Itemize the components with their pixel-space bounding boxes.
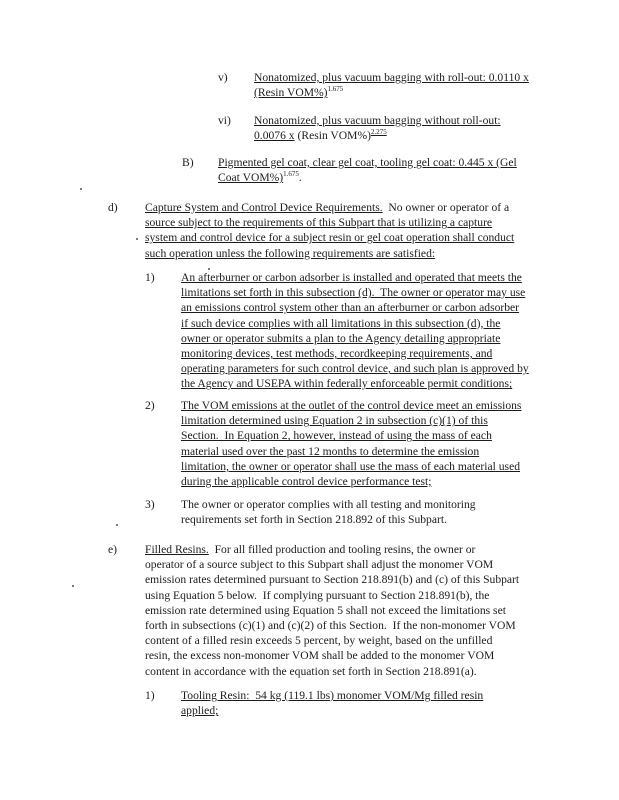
text-line: The VOM emissions at the outlet of the control device meet an emissions <box>181 399 522 412</box>
text-line: 0.0076 x (Resin VOM%)$^{2.275}$ <box>254 128 387 143</box>
text-line: source subject to the requirements of this Subpart that is utilizing a capture <box>145 216 493 230</box>
text-line: content of a filled resin exceeds 5 percent, by weight, based on the unfilled <box>145 634 493 648</box>
subsection-label-d2: 2) <box>145 399 155 412</box>
subsection-text-e1 <box>181 688 483 718</box>
text-line: the Agency and USEPA within federally enforceable permit conditions; <box>181 377 513 391</box>
text-line: resin, the excess non-monomer VOM shall be added to the monomer VOM <box>145 649 495 663</box>
text-line: emission rate determined using Equation 5 shall not exceed the limitations set <box>145 603 506 617</box>
section-text-d <box>145 200 514 261</box>
text-line: Nonatomized, plus vacuum bagging without roll-out: <box>254 114 501 127</box>
section-text-e <box>145 542 519 679</box>
text-line: Coat VOM%)$^{1.675}$. <box>218 170 302 185</box>
text-line: owner or operator submits a plan to the Agency detailing appropriate <box>181 331 501 345</box>
item-label-b: B) <box>182 156 194 169</box>
text-line: operating parameters for such control device, and such plan is approved by <box>181 362 529 376</box>
text-line: requirements set forth in Section 218.892 of this Subpart. <box>181 513 447 527</box>
text-line: operator of a source subject to this Subpart shall adjust the monomer VOM <box>145 558 494 572</box>
item-text-b <box>218 155 517 185</box>
text-line: content in accordance with the equation set forth in Section 218.891(a). <box>145 664 477 678</box>
subsection-text-d3 <box>181 497 476 527</box>
section-label-d: d) <box>108 201 118 214</box>
text-line: emission rates determined pursuant to Section 218.891(b) and (c) of this Subpart <box>145 573 520 587</box>
item-label-v: v) <box>218 71 228 84</box>
text-line: Capture System and Control Device Requirements. No owner or operator of a <box>145 201 510 214</box>
item-text-v <box>254 70 529 100</box>
text-line: The owner or operator complies with all testing and monitoring <box>181 498 476 511</box>
section-label-e: e) <box>108 543 118 556</box>
text-line: limitations set forth in this subsection (d). The owner or operator may use <box>181 286 526 300</box>
text-line: applied; <box>181 704 219 718</box>
text-line: (Resin VOM%)$^{1.675}$ <box>254 85 344 100</box>
text-line: Tooling Resin: 54 kg (119.1 lbs) monomer VOM/Mg filled resin <box>181 689 484 702</box>
subsection-label-d3: 3) <box>145 498 155 511</box>
scan-speck <box>72 585 74 587</box>
scan-speck <box>80 188 82 190</box>
subsection-text-d1 <box>181 270 529 392</box>
text-line: if such device complies with all limitations in this subsection (d), the <box>181 316 501 330</box>
text-line: Nonatomized, plus vacuum bagging with roll-out: 0.0110 x <box>254 71 529 84</box>
subsection-text-d2 <box>181 398 521 489</box>
text-line: monitoring devices, test methods, recordkeeping requirements, and <box>181 347 493 361</box>
text-line: Section. In Equation 2, however, instead of using the mass of each <box>181 429 492 443</box>
text-line: material used over the past 12 months to determine the emission <box>181 444 480 458</box>
text-line: using Equation 5 below. If complying pursuant to Section 218.891(b), the <box>145 588 490 602</box>
text-line: forth in subsections (c)(1) and (c)(2) of this Section. If the non-monomer VOM <box>145 619 516 633</box>
text-line: An afterburner or carbon adsorber is installed and operated that meets the <box>181 271 522 284</box>
text-line: such operation unless the following requirements are satisfied: <box>145 246 436 260</box>
text-line: limitation determined using Equation 2 in subsection (c)(1) of this <box>181 414 488 428</box>
item-text-vi <box>254 113 501 143</box>
scan-speck <box>136 238 138 240</box>
subsection-label-d1: 1) <box>145 271 155 284</box>
text-line: system and control device for a subject resin or gel coat operation shall conduct <box>145 231 515 245</box>
subsection-label-e1: 1) <box>145 689 155 702</box>
scan-speck <box>116 524 118 526</box>
text-line: an emissions control system other than an afterburner or carbon adsorber <box>181 301 520 315</box>
text-line: limitation, the owner or operator shall use the mass of each material used <box>181 459 521 473</box>
text-line: Filled Resins. For all filled production and tooling resins, the owner or <box>145 543 476 556</box>
text-line: Pigmented gel coat, clear gel coat, tooling gel coat: 0.445 x (Gel <box>218 156 517 169</box>
text-line: during the applicable control device performance test; <box>181 475 432 489</box>
scan-speck <box>208 268 210 270</box>
item-label-vi: vi) <box>218 114 231 127</box>
